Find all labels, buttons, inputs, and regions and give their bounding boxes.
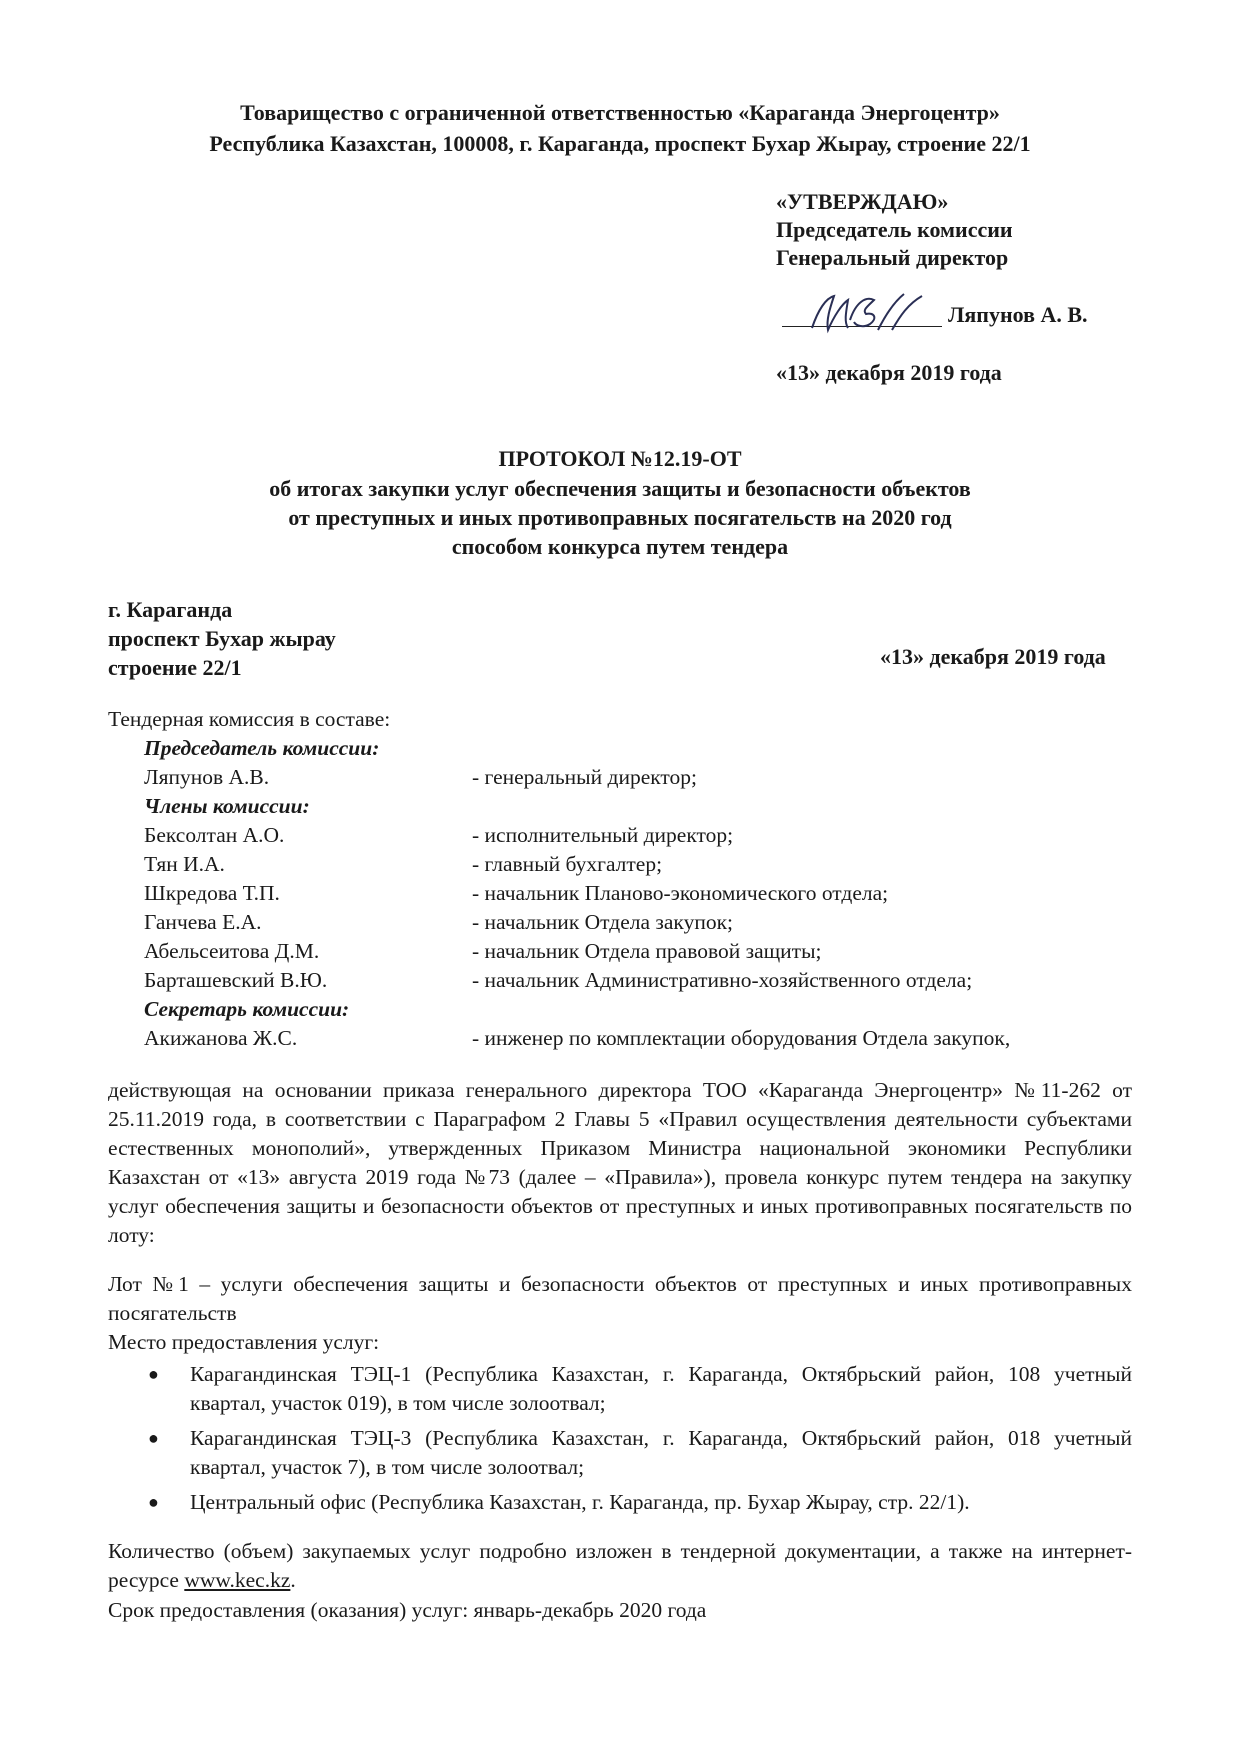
approval-block	[776, 188, 1013, 272]
location-text: Карагандинская ТЭЦ-3 (Республика Казахстан, г. Караганда, Октябрьский район, 018 учетный квартал, участок 7), в том числе золоотвал;	[190, 1426, 1132, 1479]
organization-address: Республика Казахстан, 100008, г. Караганда, проспект Бухар Жырау, строение 22/1	[209, 131, 1031, 156]
member-name: Бексолтан А.О.	[144, 823, 285, 847]
member-name: Шкредова Т.П.	[144, 881, 280, 905]
place-street: проспект Бухар жырау	[108, 626, 336, 651]
bullet-icon: ●	[148, 1492, 159, 1512]
members-heading: Члены комиссии:	[144, 794, 310, 818]
signature-row	[782, 290, 1112, 334]
website-link[interactable]: www.kec.kz	[184, 1568, 291, 1592]
service-place-heading: Место предоставления услуг:	[108, 1330, 380, 1354]
chair-position: - генеральный директор;	[472, 765, 697, 789]
member-position: - начальник Планово-экономического отдела;	[472, 881, 889, 905]
lot-description: Лот №1 – услуги обеспечения защиты и безопасности объектов от преступных и иных противоправных посягательств	[108, 1272, 1132, 1325]
protocol-subtitle-2: от преступных и иных противоправных посягательств на 2020 год	[288, 505, 952, 530]
place-block	[108, 595, 336, 682]
member-position: - главный бухгалтер;	[472, 852, 663, 876]
place-city: г. Караганда	[108, 597, 233, 622]
member-name: Абельсеитова Д.М.	[144, 939, 320, 963]
protocol-subtitle-3: способом конкурса путем тендера	[451, 534, 789, 559]
protocol-date: «13» декабря 2019 года	[880, 644, 1106, 669]
member-name: Тян И.А.	[144, 852, 225, 876]
location-text: Центральный офис (Республика Казахстан, г. Караганда, пр. Бухар Жырау, стр. 22/1).	[190, 1490, 970, 1514]
member-name: Ганчева Е.А.	[144, 910, 262, 934]
quantity-text: Количество (объем) закупаемых услуг подробно изложен в тендерной документации, а также на интернет-ресурсе	[108, 1539, 1132, 1592]
approver-name: Ляпунов А. В.	[948, 302, 1088, 327]
organization-name: Товарищество с ограниченной ответственностью «Караганда Энергоцентр»	[240, 100, 1000, 125]
protocol-subtitle-1: об итогах закупки услуг обеспечения защиты и безопасности объектов	[269, 476, 971, 501]
handwritten-signature	[804, 290, 934, 334]
quantity-paragraph	[108, 1537, 1132, 1595]
location-text: Карагандинская ТЭЦ-1 (Республика Казахстан, г. Караганда, Октябрьский район, 108 учетный квартал, участок 019), в том числе золоотвал;	[190, 1362, 1132, 1415]
approval-role-director: Генеральный директор	[776, 245, 1009, 270]
bullet-icon: ●	[148, 1428, 159, 1448]
member-name: Барташевский В.Ю.	[144, 968, 328, 992]
bullet-icon: ●	[148, 1364, 159, 1384]
service-term: Срок предоставления (оказания) услуг: январь-декабрь 2020 года	[108, 1598, 707, 1622]
basis-paragraph: действующая на основании приказа генерального директора ТОО «Караганда Энергоцентр» №11-262 от 25.11.2019 года, в соответствии с Параграфом 2 Главы 5 «Правил осуществления деятельности субъектами естественных монополий», утвержденных Приказом Министра национальной экономики Республики Казахстан от «13» августа 2019 года №73 (далее – «Правила»), провела конкурс путем тендера на закупку услуг обеспечения защиты и безопасности объектов от преступных и иных противоправных посягательств по лоту:	[108, 1078, 1132, 1247]
protocol-title: ПРОТОКОЛ №12.19-ОТ	[498, 446, 742, 471]
quantity-end: .	[290, 1568, 296, 1592]
commission-intro: Тендерная комиссия в составе:	[108, 707, 391, 731]
approval-role-chair: Председатель комиссии	[776, 217, 1013, 242]
chair-heading: Председатель комиссии:	[144, 736, 380, 760]
chair-name: Ляпунов А.В.	[144, 765, 270, 789]
approval-date: «13» декабря 2019 года	[776, 360, 1002, 385]
approval-heading: «УТВЕРЖДАЮ»	[776, 189, 949, 214]
secretary-position: - инженер по комплектации оборудования Отдела закупок,	[472, 1026, 1011, 1050]
secretary-name: Акижанова Ж.С.	[144, 1026, 298, 1050]
member-position: - исполнительный директор;	[472, 823, 734, 847]
member-position: - начальник Отдела закупок;	[472, 910, 734, 934]
member-position: - начальник Административно-хозяйственного отдела;	[472, 968, 973, 992]
place-building: строение 22/1	[108, 655, 242, 680]
secretary-heading: Секретарь комиссии:	[144, 997, 350, 1021]
member-position: - начальник Отдела правовой защиты;	[472, 939, 822, 963]
